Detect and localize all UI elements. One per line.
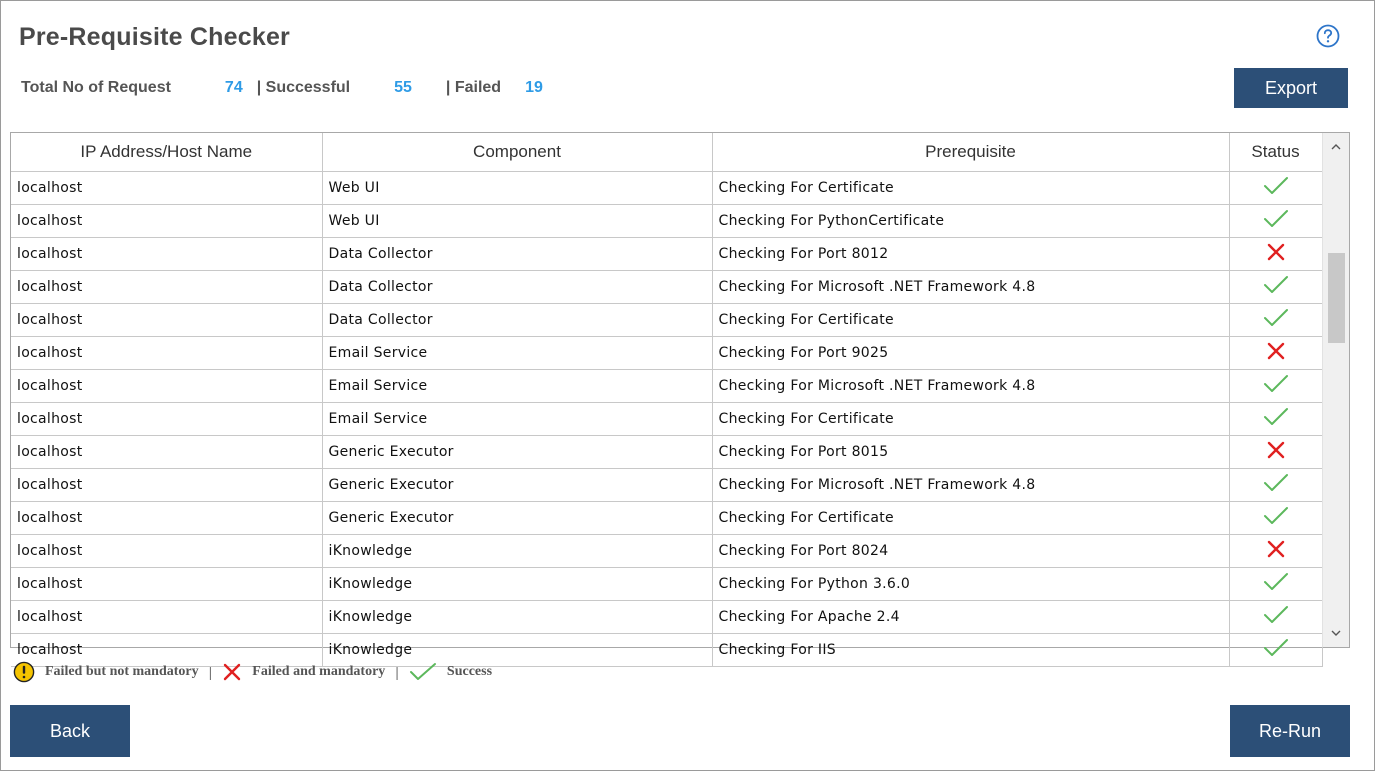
table-row[interactable]: [11, 271, 1322, 304]
total-requests-value: 74: [224, 79, 243, 96]
cell-prerequisite: Checking For Microsoft .NET Framework 4.8: [712, 271, 1229, 304]
rerun-button[interactable]: Re-Run: [1230, 705, 1350, 757]
cell-host: localhost: [11, 238, 322, 271]
cell-component: Email Service: [322, 337, 712, 370]
prerequisite-grid: [10, 132, 1350, 658]
success-check-icon: [1229, 370, 1322, 403]
cell-component: Generic Executor: [322, 502, 712, 535]
cell-host: localhost: [11, 601, 322, 634]
cell-prerequisite: Checking For Port 8012: [712, 238, 1229, 271]
table-body: [11, 172, 1322, 667]
column-header-host[interactable]: IP Address/Host Name: [11, 133, 322, 172]
failed-cross-icon: [1229, 238, 1322, 271]
cell-host: localhost: [11, 535, 322, 568]
legend-failed-label: Failed and mandatory: [252, 664, 386, 679]
legend-warning-label: Failed but not mandatory: [45, 664, 199, 679]
cell-host: localhost: [11, 634, 322, 667]
prerequisite-table: [11, 133, 1323, 667]
success-check-icon: [1229, 403, 1322, 436]
success-check-icon: [1229, 601, 1322, 634]
cell-host: localhost: [11, 337, 322, 370]
table-row[interactable]: [11, 337, 1322, 370]
success-check-icon: [1229, 502, 1322, 535]
failed-label: | Failed: [445, 79, 502, 96]
cell-component: Generic Executor: [322, 469, 712, 502]
cell-prerequisite: Checking For Certificate: [712, 502, 1229, 535]
success-check-icon: [1229, 469, 1322, 502]
cell-prerequisite: Checking For Certificate: [712, 172, 1229, 205]
status-legend: [13, 661, 492, 683]
vertical-scrollbar[interactable]: [1322, 133, 1349, 647]
success-check-icon: [1229, 634, 1322, 667]
request-summary: [21, 79, 543, 97]
table-row[interactable]: [11, 568, 1322, 601]
cell-component: iKnowledge: [322, 535, 712, 568]
table-row[interactable]: [11, 304, 1322, 337]
success-check-icon: [1229, 304, 1322, 337]
table-row[interactable]: [11, 205, 1322, 238]
table-row[interactable]: [11, 469, 1322, 502]
table-header-row: [11, 133, 1322, 172]
cell-prerequisite: Checking For Port 8015: [712, 436, 1229, 469]
cell-prerequisite: Checking For PythonCertificate: [712, 205, 1229, 238]
legend-separator: |: [208, 664, 213, 680]
cell-component: Email Service: [322, 370, 712, 403]
cell-prerequisite: Checking For Port 9025: [712, 337, 1229, 370]
cell-component: Data Collector: [322, 271, 712, 304]
failed-value: 19: [525, 79, 543, 96]
table-row[interactable]: [11, 370, 1322, 403]
cell-component: iKnowledge: [322, 634, 712, 667]
cell-host: localhost: [11, 172, 322, 205]
table-row[interactable]: [11, 238, 1322, 271]
back-button[interactable]: Back: [10, 705, 130, 757]
cell-component: Data Collector: [322, 304, 712, 337]
cell-prerequisite: Checking For Port 8024: [712, 535, 1229, 568]
cell-component: iKnowledge: [322, 568, 712, 601]
success-check-icon: [409, 662, 437, 682]
warning-icon: [13, 661, 35, 683]
total-requests-label: Total No of Request: [21, 79, 171, 96]
cell-component: Web UI: [322, 205, 712, 238]
table-row[interactable]: [11, 172, 1322, 205]
cell-prerequisite: Checking For Apache 2.4: [712, 601, 1229, 634]
cell-prerequisite: Checking For Microsoft .NET Framework 4.8: [712, 469, 1229, 502]
cell-prerequisite: Checking For Certificate: [712, 304, 1229, 337]
cell-component: Data Collector: [322, 238, 712, 271]
failed-cross-icon: [1229, 337, 1322, 370]
cell-host: localhost: [11, 469, 322, 502]
success-check-icon: [1229, 568, 1322, 601]
scroll-thumb[interactable]: [1328, 253, 1345, 343]
table-row[interactable]: [11, 403, 1322, 436]
failed-cross-icon: [222, 662, 242, 682]
success-check-icon: [1229, 172, 1322, 205]
cell-host: localhost: [11, 436, 322, 469]
export-button[interactable]: Export: [1234, 68, 1348, 108]
cell-prerequisite: Checking For Python 3.6.0: [712, 568, 1229, 601]
column-header-prerequisite[interactable]: Prerequisite: [712, 133, 1229, 172]
cell-prerequisite: Checking For Certificate: [712, 403, 1229, 436]
cell-component: Web UI: [322, 172, 712, 205]
cell-host: localhost: [11, 502, 322, 535]
page-title: Pre-Requisite Checker: [19, 23, 290, 51]
cell-host: localhost: [11, 304, 322, 337]
table-row[interactable]: [11, 436, 1322, 469]
scroll-up-arrow-icon[interactable]: [1323, 135, 1349, 159]
successful-value: 55: [394, 79, 412, 96]
cell-host: localhost: [11, 568, 322, 601]
cell-host: localhost: [11, 370, 322, 403]
failed-cross-icon: [1229, 436, 1322, 469]
cell-prerequisite: Checking For Microsoft .NET Framework 4.8: [712, 370, 1229, 403]
table-row[interactable]: [11, 601, 1322, 634]
column-header-status[interactable]: Status: [1229, 133, 1322, 172]
cell-component: iKnowledge: [322, 601, 712, 634]
success-check-icon: [1229, 271, 1322, 304]
table-row[interactable]: [11, 502, 1322, 535]
scroll-down-arrow-icon[interactable]: [1323, 621, 1349, 645]
cell-component: Generic Executor: [322, 436, 712, 469]
cell-host: localhost: [11, 271, 322, 304]
cell-prerequisite: Checking For IIS: [712, 634, 1229, 667]
cell-host: localhost: [11, 205, 322, 238]
table-row[interactable]: [11, 535, 1322, 568]
successful-label: | Successful: [256, 79, 351, 96]
column-header-component[interactable]: Component: [322, 133, 712, 172]
legend-success-label: Success: [446, 664, 493, 679]
legend-separator: |: [395, 664, 399, 680]
cell-component: Email Service: [322, 403, 712, 436]
success-check-icon: [1229, 205, 1322, 238]
failed-cross-icon: [1229, 535, 1322, 568]
cell-host: localhost: [11, 403, 322, 436]
help-icon[interactable]: [1316, 24, 1340, 48]
